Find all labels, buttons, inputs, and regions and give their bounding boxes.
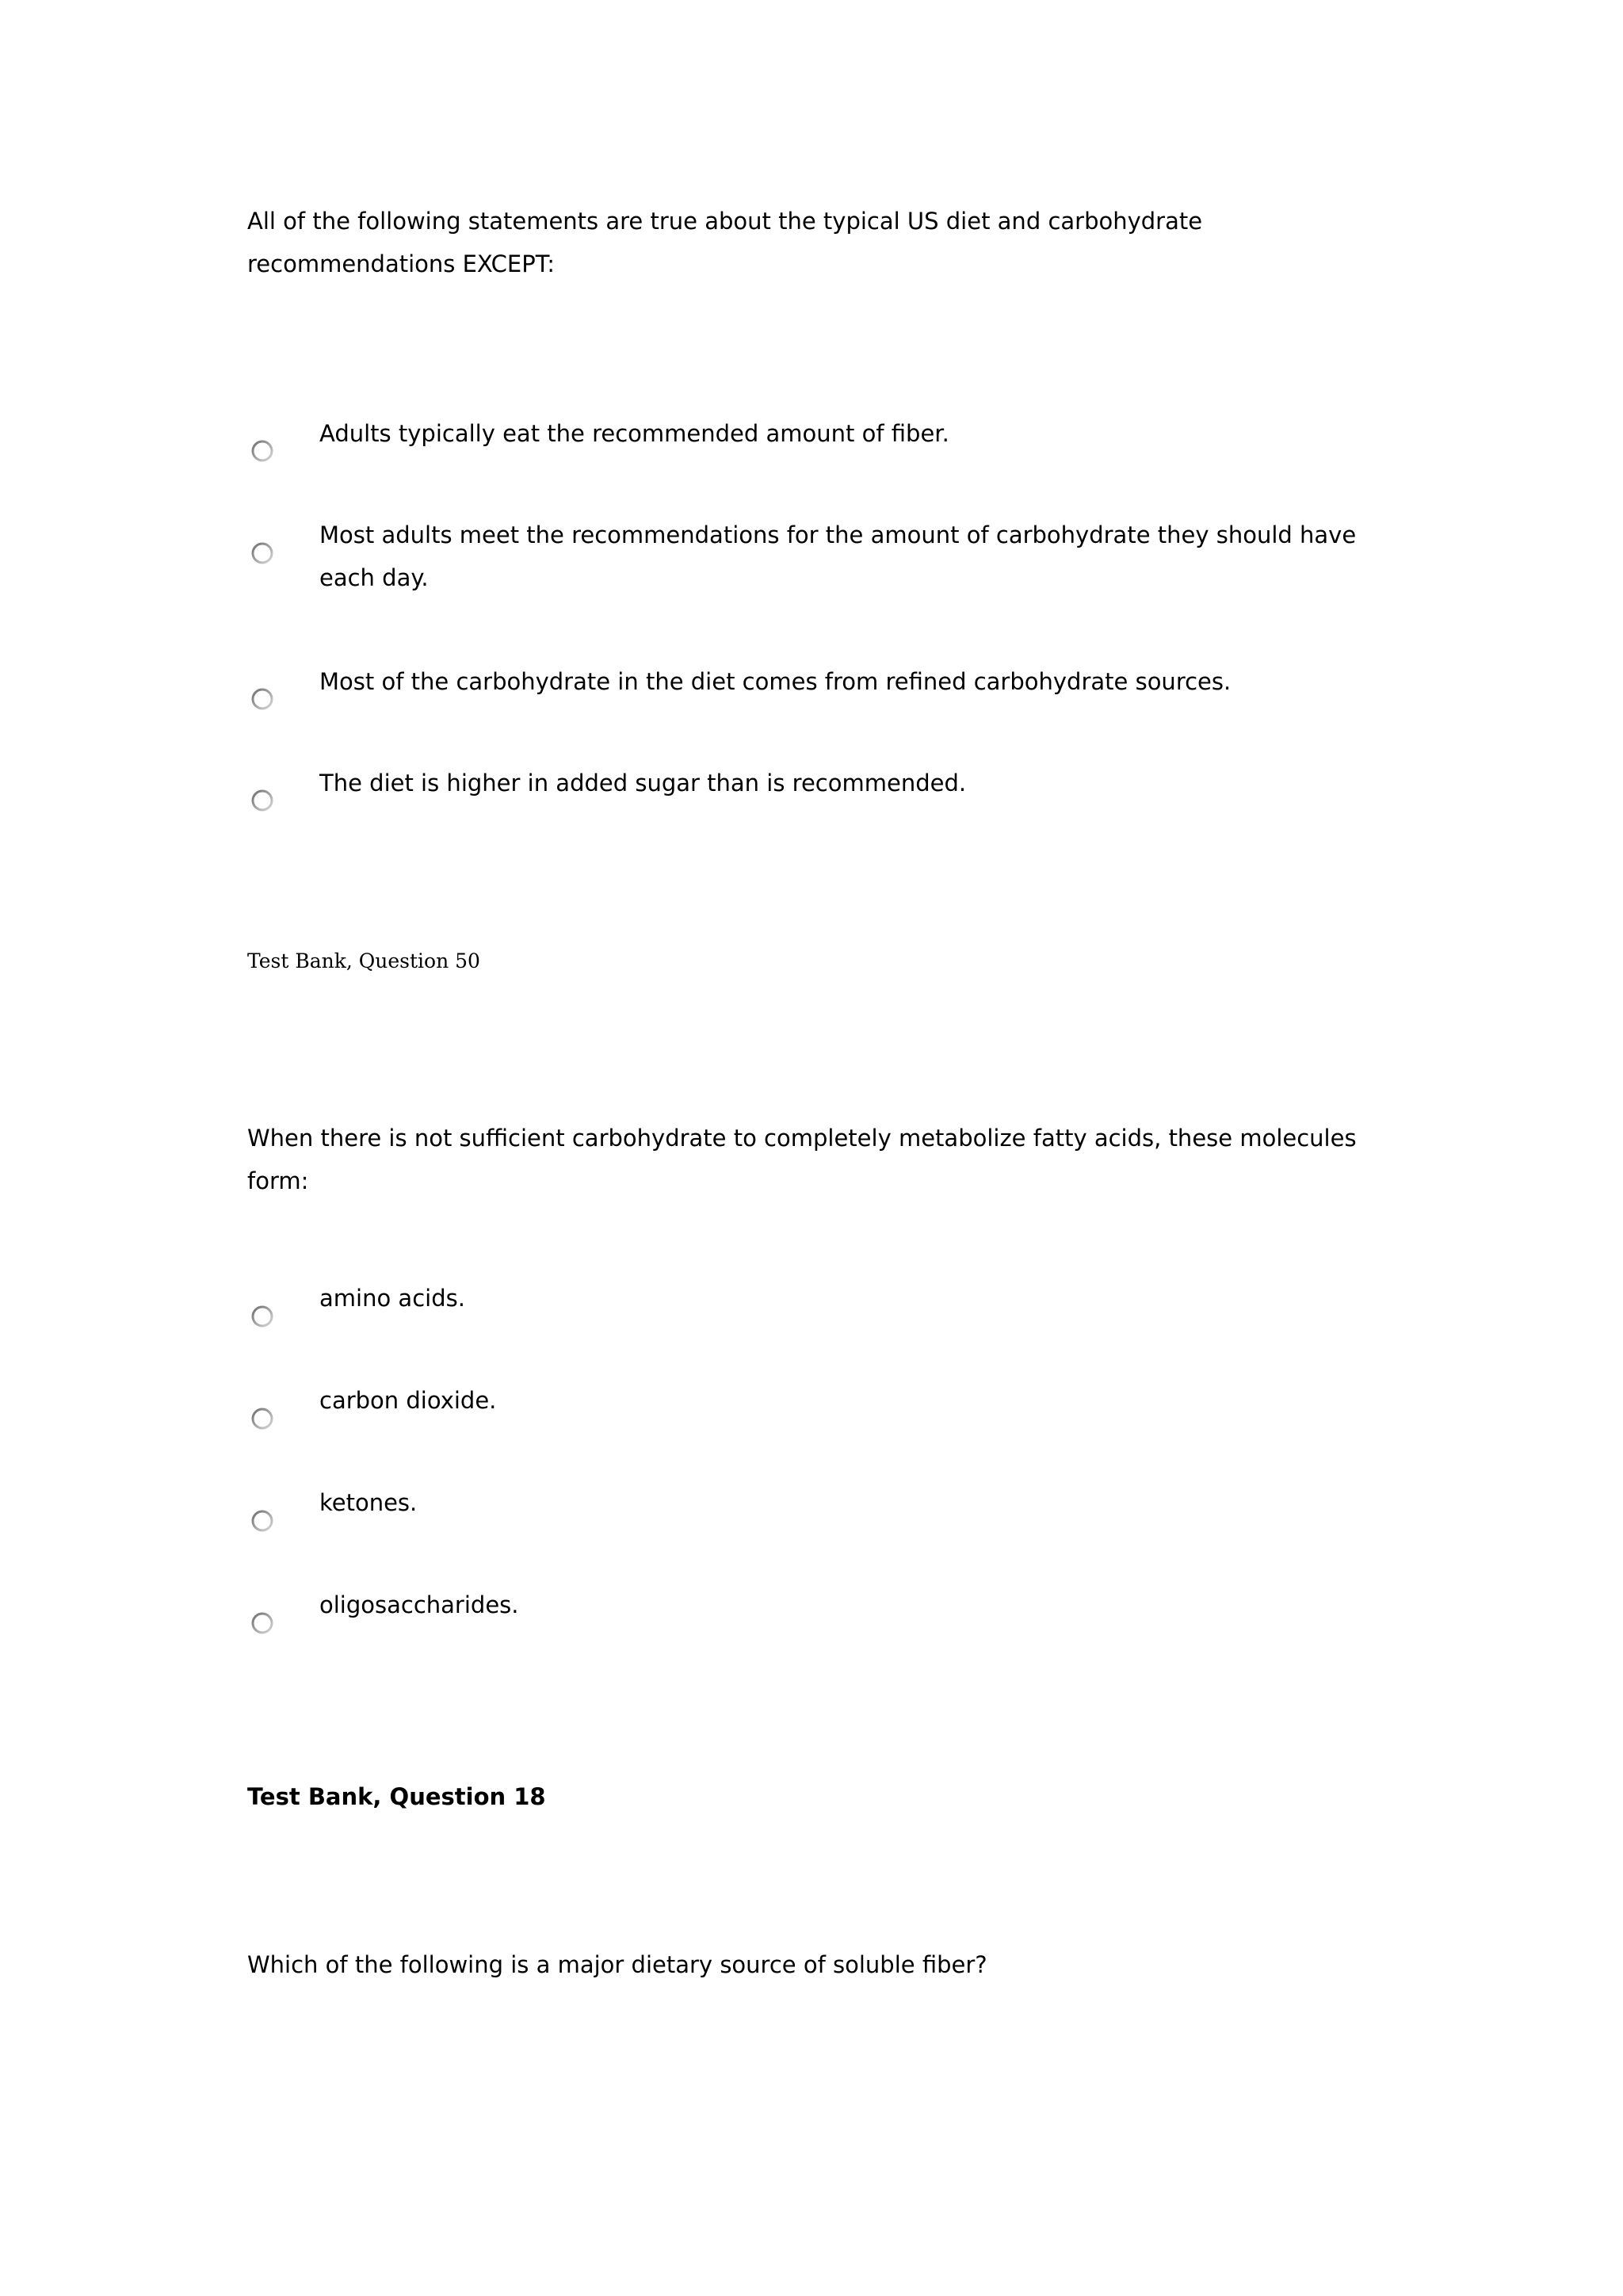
radio-circle-icon <box>251 688 273 710</box>
radio-option-4[interactable] <box>251 1612 273 1634</box>
radio-option-3[interactable] <box>251 1510 273 1532</box>
question-prompt: Which of the following is a major dietary source of soluble fiber? <box>247 1951 987 1978</box>
question-header: Test Bank, Question 18 <box>247 1783 546 1810</box>
radio-option-2[interactable] <box>251 542 273 564</box>
radio-option-1[interactable] <box>251 440 273 462</box>
question-prompt: All of the following statements are true about the typical US diet and carbohydrate recommendations EXCEPT: <box>247 208 1203 277</box>
option-label: Most of the carbohydrate in the diet comes from refined carbohydrate sources. <box>319 668 1232 695</box>
radio-option-2[interactable] <box>251 1408 273 1430</box>
radio-circle-icon <box>251 1408 273 1430</box>
radio-option-3[interactable] <box>251 688 273 710</box>
option-label: The diet is higher in added sugar than is recommended. <box>319 770 967 797</box>
question-prompt: When there is not sufficient carbohydrate to completely metabolize fatty acids, these molecules form: <box>247 1125 1357 1194</box>
option-label: oligosaccharides. <box>319 1591 519 1618</box>
option-label: carbon dioxide. <box>319 1387 497 1414</box>
radio-circle-icon <box>251 1305 273 1328</box>
radio-circle-icon <box>251 440 273 462</box>
radio-option-4[interactable] <box>251 789 273 812</box>
option-label: Most adults meet the recommendations for the amount of carbohydrate they should have each day. <box>319 521 1357 591</box>
radio-option-1[interactable] <box>251 1305 273 1328</box>
question-header: Test Bank, Question 50 <box>247 949 480 972</box>
option-label: ketones. <box>319 1489 418 1516</box>
radio-circle-icon <box>251 1510 273 1532</box>
radio-circle-icon <box>251 542 273 564</box>
radio-circle-icon <box>251 789 273 812</box>
option-label: Adults typically eat the recommended amount of fiber. <box>319 420 949 447</box>
option-label: amino acids. <box>319 1285 465 1312</box>
radio-circle-icon <box>251 1612 273 1634</box>
